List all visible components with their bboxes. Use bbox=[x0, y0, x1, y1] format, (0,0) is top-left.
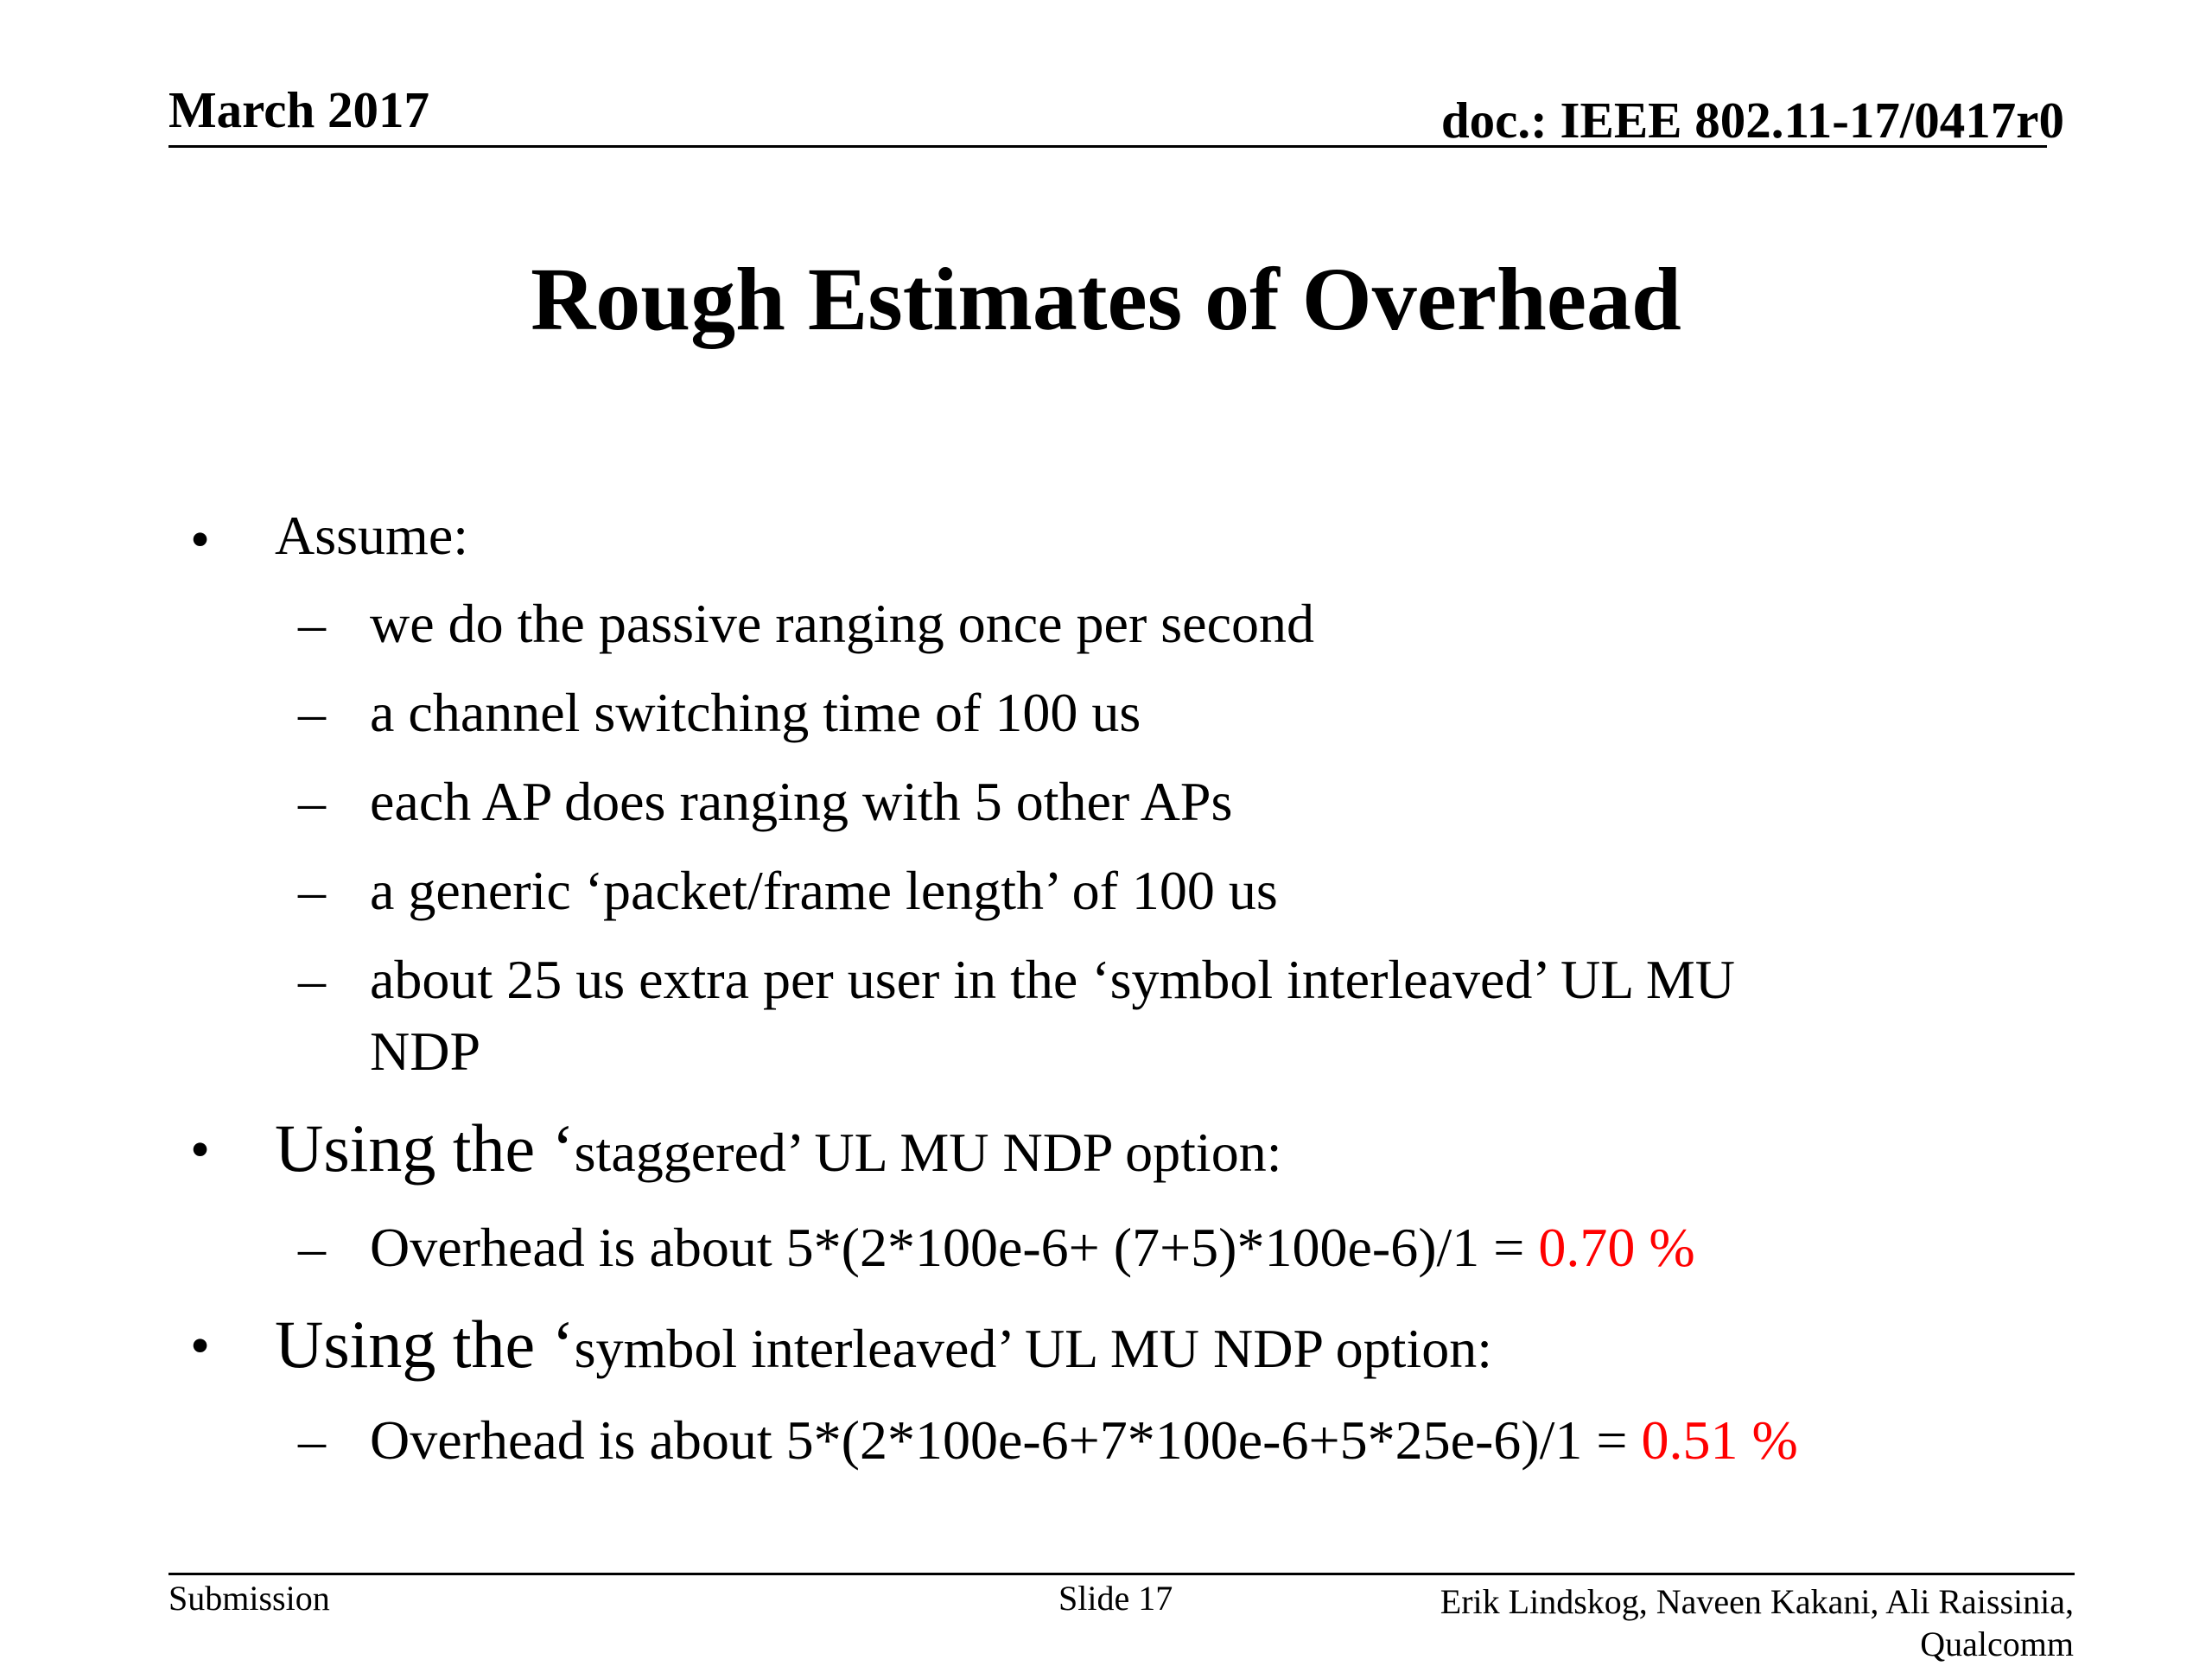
footer-submission: Submission bbox=[168, 1579, 330, 1618]
interleaved-formula: Overhead is about 5*(2*100e-6+7*100e-6+5*25e-6)/1 = bbox=[370, 1409, 1642, 1471]
dash-marker: – bbox=[298, 771, 326, 832]
bullet-interleaved bbox=[275, 1307, 1492, 1382]
footer-slide-number: Slide 17 bbox=[1058, 1579, 1173, 1618]
slide-title: Rough Estimates of Overhead bbox=[531, 250, 1681, 349]
bullet-assume: Assume: bbox=[275, 505, 468, 566]
interleaved-result: 0.51 % bbox=[1641, 1409, 1798, 1471]
assume-item-1: we do the passive ranging once per second bbox=[370, 593, 1314, 654]
assume-item-5-cont: NDP bbox=[370, 1021, 481, 1082]
footer-authors-line2: Qualcomm bbox=[1920, 1624, 2074, 1663]
footer-authors bbox=[1382, 1581, 2074, 1666]
dash-marker: – bbox=[298, 860, 326, 921]
assume-item-4: a generic ‘packet/frame length’ of 100 us bbox=[370, 860, 1278, 921]
dash-marker: – bbox=[298, 593, 326, 654]
staggered-formula: Overhead is about 5*(2*100e-6+ (7+5)*100e-6)/1 = bbox=[370, 1217, 1539, 1278]
bullet-marker: • bbox=[190, 508, 211, 571]
bullet-staggered-rest: staggered’ UL MU NDP option: bbox=[574, 1122, 1282, 1183]
bullet-staggered bbox=[275, 1110, 1282, 1186]
bullet-staggered-lead: Using the ‘ bbox=[275, 1110, 575, 1186]
dash-marker: – bbox=[298, 1217, 326, 1278]
dash-marker: – bbox=[298, 949, 326, 1010]
staggered-overhead bbox=[370, 1217, 1695, 1278]
header-date: March 2017 bbox=[168, 81, 430, 138]
dash-marker: – bbox=[298, 1409, 326, 1471]
dash-marker: – bbox=[298, 682, 326, 743]
bullet-marker: • bbox=[190, 1118, 211, 1181]
footer-divider bbox=[168, 1573, 2075, 1575]
assume-item-2: a channel switching time of 100 us bbox=[370, 682, 1141, 743]
assume-item-5: about 25 us extra per user in the ‘symbol interleaved’ UL MU bbox=[370, 949, 1735, 1010]
interleaved-overhead bbox=[370, 1409, 1798, 1471]
footer-authors-line1: Erik Lindskog, Naveen Kakani, Ali Raissinia, bbox=[1440, 1582, 2074, 1621]
staggered-result: 0.70 % bbox=[1538, 1217, 1695, 1278]
bullet-interleaved-lead: Using the ‘ bbox=[275, 1307, 575, 1382]
assume-item-3: each AP does ranging with 5 other APs bbox=[370, 771, 1233, 832]
header-doc-id: doc.: IEEE 802.11-17/0417r0 bbox=[1440, 92, 2064, 149]
bullet-marker: • bbox=[190, 1314, 211, 1377]
bullet-interleaved-rest: symbol interleaved’ UL MU NDP option: bbox=[574, 1318, 1492, 1379]
